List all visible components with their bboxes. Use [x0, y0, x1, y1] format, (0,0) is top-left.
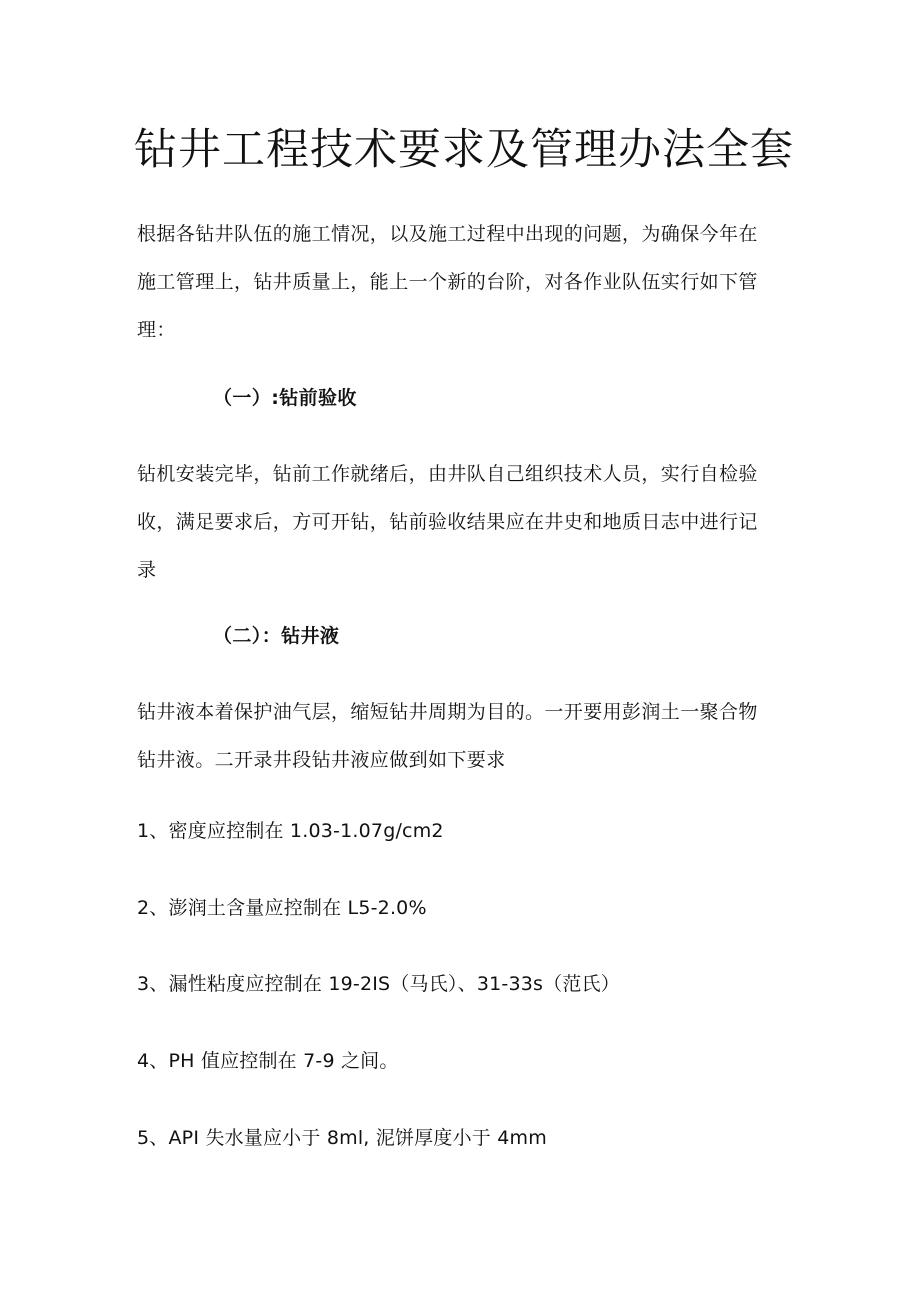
intro-line: 理：: [137, 319, 176, 341]
requirement-item-ph: 4、PH 值应控制在 7-9 之间。: [137, 1050, 399, 1072]
intro-line: 施工管理上，钻井质量上，能上一个新的台阶，对各作业队伍实行如下管: [137, 271, 758, 293]
intro-paragraph: [137, 210, 797, 354]
document-title: 钻井工程技术要求及管理办法全套: [134, 125, 794, 175]
requirement-item-density: 1、密度应控制在 1.03-1.07g∕cm2: [137, 820, 444, 842]
requirement-item-api-fluid-loss: 5、API 失水量应小于 8ml, 泥饼厚度小于 4mm: [137, 1127, 547, 1149]
intro-line: 根据各钻井队伍的施工情况，以及施工过程中出现的问题，为确保今年在: [137, 223, 758, 245]
section1-line: 收，满足要求后，方可开钻，钻前验收结果应在井史和地质日志中进行记: [137, 511, 758, 533]
section2-paragraph: [137, 688, 797, 784]
section2-line: 钻井液本着保护油气层，缩短钻井周期为目的。一开要用彭润土一聚合物: [137, 701, 758, 723]
requirement-item-viscosity: 3、漏性粘度应控制在 19-2IS（马氏）、31-33s（范氏）: [137, 973, 620, 995]
section1-line: 钻机安装完毕，钻前工作就绪后，由井队自己组织技术人员，实行自检验: [137, 463, 758, 485]
section1-paragraph: [137, 450, 797, 594]
section-heading-drilling-fluid: （二）：钻井液: [213, 625, 340, 647]
requirement-item-bentonite: 2、澎润土含量应控制在 L5-2.0%: [137, 897, 427, 919]
section-heading-pre-drilling-acceptance: （一）:钻前验收: [213, 387, 357, 409]
section1-line: 录: [137, 559, 157, 581]
section2-line: 钻井液。二开录井段钻井液应做到如下要求: [137, 749, 506, 771]
